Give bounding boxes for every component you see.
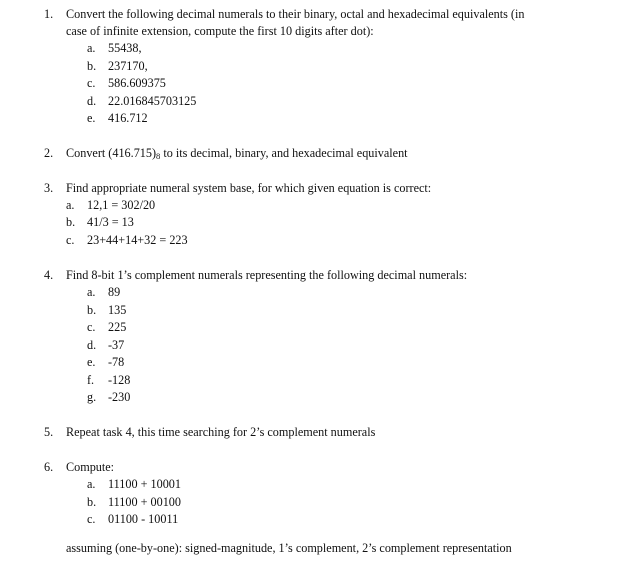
list-marker: a. — [66, 198, 75, 212]
list-value: 237170, — [108, 59, 148, 73]
list-marker: c. — [87, 512, 96, 526]
list-item — [87, 95, 196, 107]
list-marker: b. — [87, 495, 97, 509]
task-footer: assuming (one-by-one): signed-magnitude, 1’s complement, 2’s complement representation — [66, 541, 512, 555]
task-text-before: Convert (416.715) — [66, 146, 157, 160]
list-marker: c. — [87, 320, 96, 334]
list-marker: b. — [87, 303, 97, 317]
list-value: 01100 - 10011 — [108, 512, 179, 526]
list-item — [87, 339, 124, 351]
list-item — [66, 234, 188, 246]
task-number: 6. — [44, 460, 54, 474]
list-marker: b. — [66, 215, 76, 229]
task-number: 5. — [44, 425, 54, 439]
list-value: 22.016845703125 — [108, 94, 197, 108]
list-value: 586.609375 — [108, 76, 166, 90]
list-marker: c. — [87, 76, 96, 90]
task-text: Convert the following decimal numerals to their binary, octal and hexadecimal equivalents (in — [66, 7, 525, 21]
task-text — [66, 147, 408, 161]
task-number: 1. — [44, 7, 54, 21]
task-text: Find 8-bit 1’s complement numerals representing the following decimal numerals: — [66, 268, 468, 282]
list-item — [87, 304, 126, 316]
list-value: 41/3 = 13 — [87, 215, 134, 229]
list-item — [87, 496, 181, 508]
list-value: -230 — [108, 390, 131, 404]
list-marker: c. — [66, 233, 75, 247]
list-value: 12,1 = 302/20 — [87, 198, 156, 212]
list-item — [87, 391, 130, 403]
list-item — [87, 356, 124, 368]
list-marker: b. — [87, 59, 97, 73]
list-value: 416.712 — [108, 111, 148, 125]
task-text: Compute: — [66, 460, 115, 474]
list-value: -37 — [108, 338, 125, 352]
list-item — [87, 77, 166, 89]
list-marker: d. — [87, 338, 97, 352]
list-item — [87, 321, 126, 333]
list-item — [87, 374, 130, 386]
list-item — [87, 513, 178, 525]
list-marker: a. — [87, 41, 96, 55]
list-marker: f. — [87, 373, 95, 387]
task-text-continued: case of infinite extension, compute the first 10 digits after dot): — [66, 24, 374, 38]
list-value: -128 — [108, 373, 131, 387]
list-value: 135 — [108, 303, 127, 317]
list-marker: a. — [87, 477, 96, 491]
list-value: 23+44+14+32 = 223 — [87, 233, 188, 247]
task-text: Find appropriate numeral system base, for which given equation is correct: — [66, 181, 432, 195]
list-value: 11100 + 00100 — [108, 495, 181, 509]
list-item — [87, 112, 148, 124]
task-text-after: to its decimal, binary, and hexadecimal equivalent — [160, 146, 408, 160]
task-number: 4. — [44, 268, 54, 282]
list-value: -78 — [108, 355, 125, 369]
list-item — [87, 478, 181, 490]
list-value: 11100 + 10001 — [108, 477, 181, 491]
list-item — [66, 216, 134, 228]
task-text: Repeat task 4, this time searching for 2’s complement numerals — [66, 425, 376, 439]
task-number: 3. — [44, 181, 54, 195]
list-value: 225 — [108, 320, 127, 334]
list-value: 89 — [108, 285, 121, 299]
list-marker: e. — [87, 111, 96, 125]
list-item — [87, 286, 120, 298]
list-value: 55438, — [108, 41, 142, 55]
list-marker: d. — [87, 94, 97, 108]
list-item — [66, 199, 155, 211]
list-marker: g. — [87, 390, 97, 404]
task-number: 2. — [44, 146, 54, 160]
list-item — [87, 42, 142, 54]
list-item — [87, 60, 148, 72]
list-marker: a. — [87, 285, 96, 299]
list-marker: e. — [87, 355, 96, 369]
base-subscript: 8 — [156, 151, 161, 161]
